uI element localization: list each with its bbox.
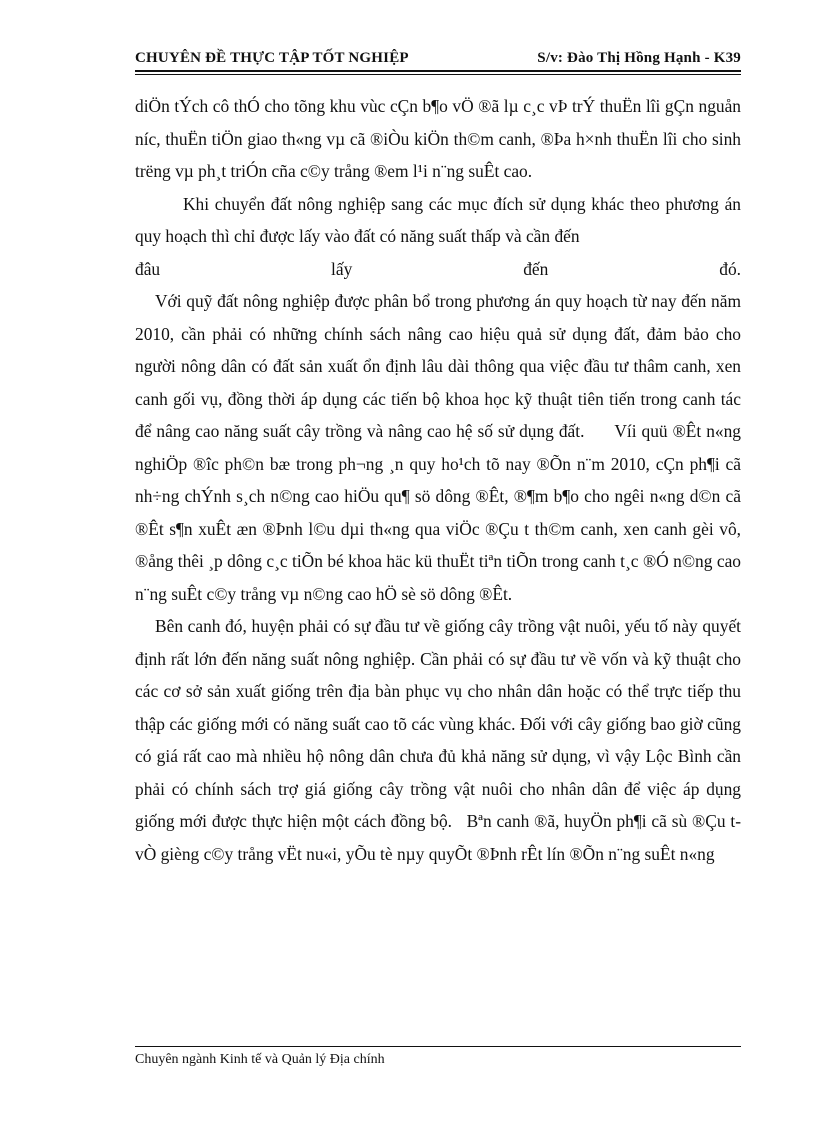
paragraph-1: diÖn tÝch cô thÓ cho tõng khu vùc cÇn b¶o vÖ ®ã lµ c¸c vÞ trÝ thuËn lîi gÇn nguån níc, thuËn tiÖn giao th«ng vµ cã ®iÒu kiÖn th©m canh, ®Þa h×nh thuËn lîi cho sinh trëng vµ ph¸t triÓn cña c©y trång ®em l¹i n¨ng suÊt cao. bbox=[135, 96, 741, 181]
header-rule-thin bbox=[135, 74, 741, 75]
paragraph-2: Khi chuyển đất nông nghiệp sang các mục đích sử dụng khác theo phương án quy hoạch thì chỉ được lấy vào đất có năng suất thấp và cần đến bbox=[135, 193, 741, 246]
paragraph-3 bbox=[135, 285, 741, 610]
paragraph-4-unicode: Bên canh đó, huyện phải có sự đầu tư về giống cây trồng vật nuôi, yếu tố này quyết định rất lớn đến năng suất nông nghiệp. Cần phải có sự đầu tư về vốn và kỹ thuật cho các cơ sở sản xuất giống trên địa bàn phục vụ cho nhân dân hoặc có thể trực tiếp thu thập các giống mới có năng suất cao tõ các vùng khác. Đối với cây giống bao giờ cũng có giá rất cao mà nhiều hộ nông dân chưa đủ khả năng sử dụng, vì vậy Lộc Bình cần phải có chính sách trợ giá giống cây trồng vật nuôi cho nhân dân để việc áp dụng giống mới được thực hiện một cách đồng bộ. bbox=[135, 616, 741, 831]
paragraph-2-last-line: đâu lấy đến đó. bbox=[135, 258, 741, 279]
header-author: S/v: Đào Thị Hồng Hạnh - K39 bbox=[537, 50, 741, 66]
paragraph-3-legacy: Víi quü ®Êt n«ng nghiÖp ®îc ph©n bæ trong ph¬ng ¸n quy ho¹ch tõ nay ®Õn n¨m 2010, cÇn ph¶i cã nh÷ng chÝnh s¸ch n©ng cao hiÖu qu¶ sö dông ®Êt, ®¶m b¶o cho ngêi n«ng d©n cã ®Êt s¶n xuÊt æn ®Þnh l©u dµi th«ng qua viÖc ®Çu t th©m canh, xen canh gèi vô, ®ång thêi ¸p dông c¸c tiÕn bé khoa häc kü thuËt tiªn tiÕn trong canh t¸c ®Ó n©ng cao n¨ng suÊt c©y trång vµ n©ng cao hÖ sè sö dông ®Êt. bbox=[135, 421, 741, 604]
document-body bbox=[135, 90, 741, 870]
paragraph-3-unicode: Với quỹ đất nông nghiệp được phân bổ trong phương án quy hoạch từ nay đến năm 2010, cần phải có những chính sách nâng cao hiệu quả sử dụng đất, đảm bảo cho người nông dân có đất sản xuất ổn định lâu dài thông qua việc đầu tư thâm canh, xen canh gối vụ, đồng thời áp dụng các tiến bộ khoa học kỹ thuật tiên tiến trong canh tác để nâng cao năng suất cây trồng và nâng cao hệ số sử dụng đất. bbox=[135, 291, 741, 441]
header-title: CHUYÊN ĐỀ THỰC TẬP TỐT NGHIỆP bbox=[135, 50, 409, 66]
page-header bbox=[135, 46, 741, 70]
header-rule-thick bbox=[135, 70, 741, 72]
paragraph-4 bbox=[135, 610, 741, 870]
paragraph-4-legacy: Bªn canh ®ã, huyÖn ph¶i cã sù ®Çu t vÒ gièng c©y trång vËt nu«i, yÕu tè nµy quyÕt ®Þnh rÊt lín ®Õn n¨ng suÊt n«ng bbox=[135, 811, 742, 864]
footer-text: Chuyên ngành Kinh tế và Quản lý Địa chính bbox=[135, 1052, 385, 1067]
footer-rule bbox=[135, 1046, 741, 1047]
